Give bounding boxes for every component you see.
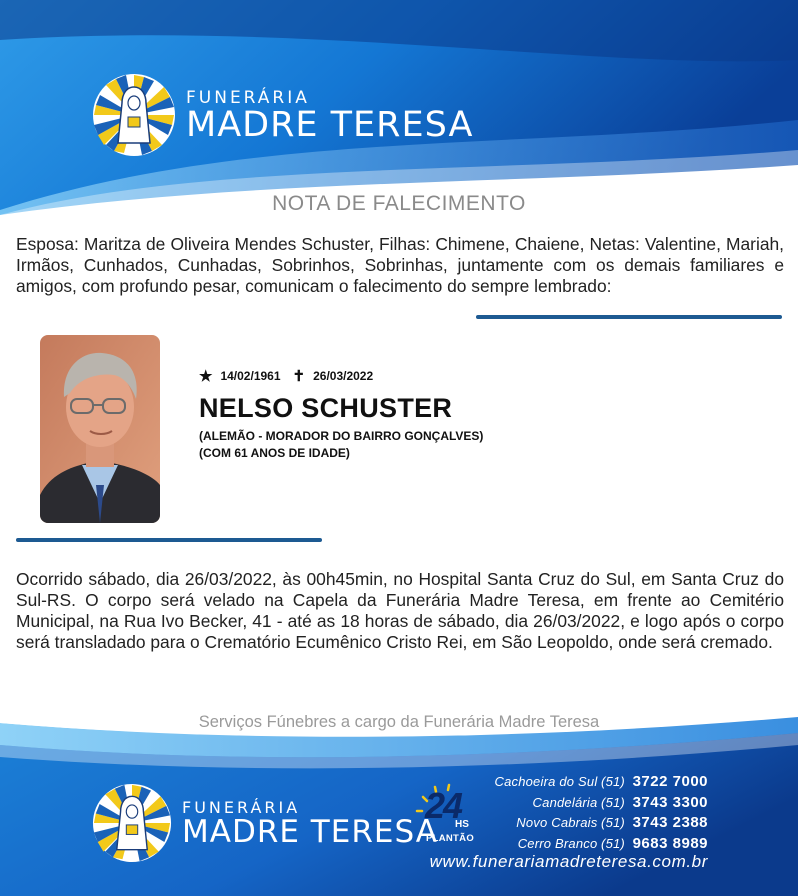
intro-paragraph: Esposa: Maritza de Oliveira Mendes Schuster, Filhas: Chimene, Chaiene, Netas: Valentine, Mariah, Irmãos, Cunhados, Cunhadas, Sobrinhos, Sobrinhas, juntamente com os demais familiares e amigos, com profundo pesar, comunicam o falecimento do sempre lembrado: bbox=[16, 234, 784, 296]
contact-phone[interactable]: 9683 8989 bbox=[632, 834, 708, 852]
bottom-logo-text bbox=[182, 798, 438, 848]
ceremony-paragraph: Ocorrido sábado, dia 26/03/2022, às 00h45min, no Hospital Santa Cruz do Sul, em Santa Cruz do Sul-RS. O corpo será velado na Capela da Funerária Madre Teresa, em frente ao Cemitério Municipal, na Rua Ivo Becker, 41 - até as 18 horas de sábado, dia 26/03/2022, e logo após o corpo será transladado para o Crematório Ecumênico Cristo Rei, em São Leopoldo, onde será cremado. bbox=[16, 569, 784, 652]
brand-line1-footer: FUNERÁRIA bbox=[182, 798, 301, 817]
services-note: Serviços Fúnebres a cargo da Funerária Madre Teresa bbox=[198, 713, 600, 731]
portrait-image bbox=[40, 335, 160, 523]
death-date: 26/03/2022 bbox=[313, 369, 374, 383]
cross-icon: ✝ bbox=[292, 368, 306, 385]
star-icon: ★ bbox=[199, 368, 213, 385]
contact-ddd: (51) bbox=[601, 835, 625, 851]
plantao-hs: HS bbox=[455, 819, 469, 830]
contact-phone[interactable]: 3743 2388 bbox=[632, 814, 708, 831]
contact-ddd: (51) bbox=[601, 794, 625, 810]
contact-city: Novo Cabrais bbox=[516, 815, 598, 830]
birth-date: 14/02/1961 bbox=[220, 369, 281, 383]
madre-teresa-emblem-icon bbox=[92, 73, 176, 157]
plantao-label: PLANTÃO bbox=[426, 833, 475, 844]
brand-line2-footer: MADRE TERESA bbox=[182, 814, 438, 850]
deceased-detail-origin: (ALEMÃO - MORADOR DO BAIRRO GONÇALVES) bbox=[199, 429, 484, 443]
contact-row bbox=[494, 813, 708, 834]
plantao-24h-badge bbox=[413, 783, 481, 851]
contact-row bbox=[494, 834, 708, 855]
deceased-info bbox=[199, 367, 483, 462]
deceased-detail-age: (COM 61 ANOS DE IDADE) bbox=[199, 446, 350, 460]
brand-line2: MADRE TERESA bbox=[186, 104, 474, 145]
contact-city: Candelária bbox=[532, 794, 598, 810]
contact-city: Cachoeira do Sul bbox=[494, 774, 598, 789]
contact-ddd: (51) bbox=[601, 774, 625, 789]
portrait-photo bbox=[40, 335, 160, 523]
contact-phone[interactable]: 3743 3300 bbox=[632, 793, 708, 811]
top-logo bbox=[92, 73, 473, 157]
top-logo-text bbox=[186, 88, 473, 143]
contact-city: Cerro Branco bbox=[517, 835, 598, 851]
contact-ddd: (51) bbox=[601, 815, 625, 830]
life-dates bbox=[199, 367, 483, 385]
brand-line1: FUNERÁRIA bbox=[186, 87, 310, 108]
contact-list bbox=[494, 772, 708, 854]
madre-teresa-emblem-icon bbox=[92, 783, 172, 863]
divider-lower bbox=[16, 538, 322, 542]
divider-upper bbox=[476, 315, 782, 319]
contact-phone[interactable]: 3722 7000 bbox=[632, 773, 708, 790]
contact-row bbox=[494, 793, 708, 814]
website-link[interactable]: www.funerariamadreteresa.com.br bbox=[429, 852, 708, 871]
deceased-name: NELSO SCHUSTER bbox=[199, 393, 453, 423]
bottom-logo bbox=[92, 783, 438, 863]
header-banner bbox=[0, 0, 798, 215]
plantao-number: 24 bbox=[425, 785, 462, 826]
page-title: NOTA DE FALECIMENTO bbox=[272, 192, 526, 215]
contact-row bbox=[494, 772, 708, 793]
